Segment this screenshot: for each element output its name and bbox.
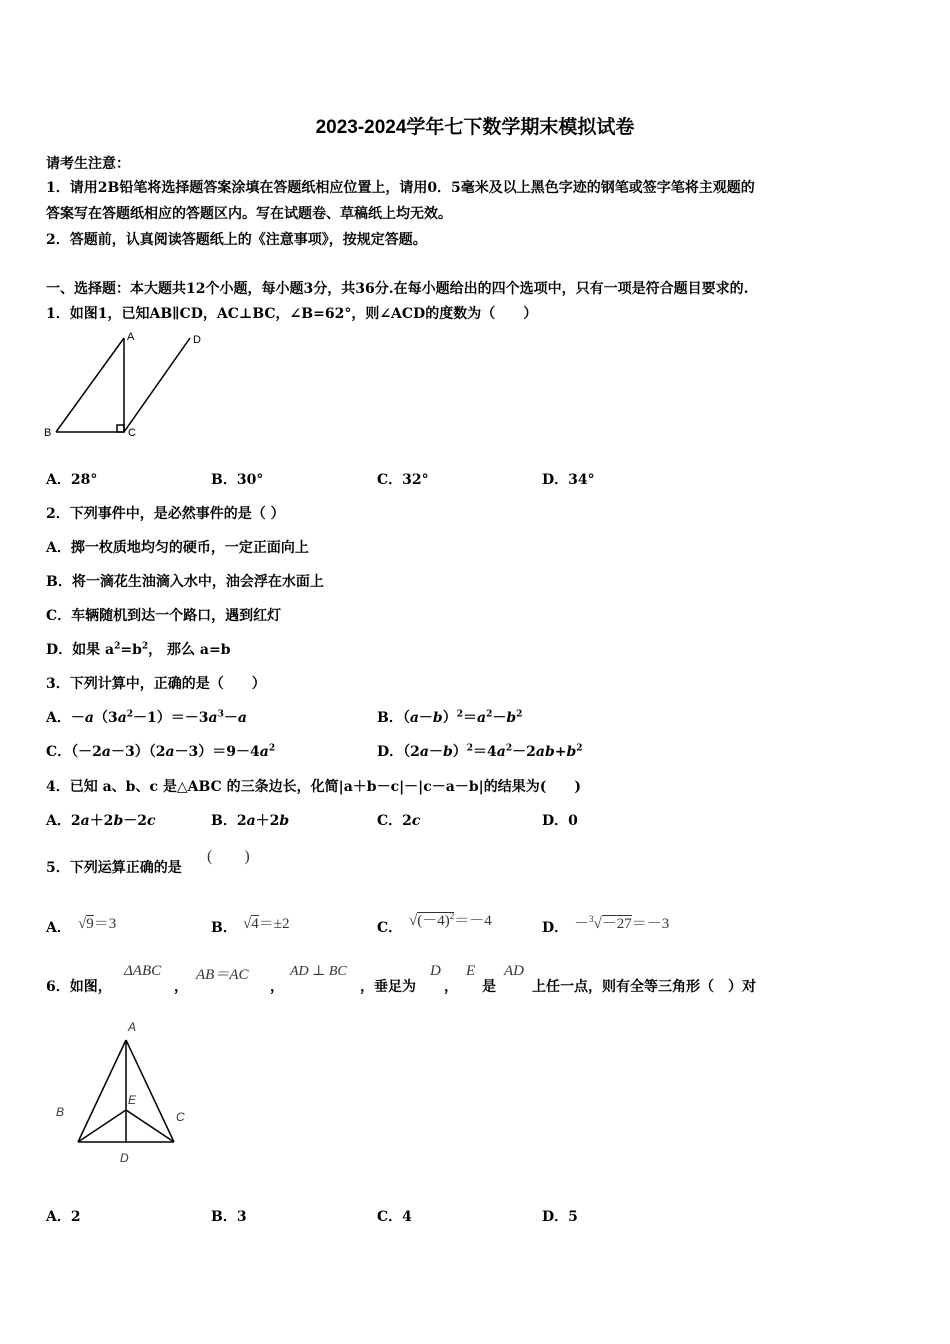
q2-stem: 2．下列事件中，是必然事件的是（ ） [46, 506, 285, 522]
q3-option-b: B．$(a-b)^2=a^2-b^2$ [377, 709, 523, 726]
q5-option-c-label: C． [377, 920, 403, 936]
q1-option-c: C．32° [377, 472, 429, 488]
notice-heading: 请考生注意： [46, 156, 130, 172]
section-heading: 一、选择题：本大题共12个小题，每小题3分，共36分.在每小题给出的四个选项中，只有一项是符合题目要求的. [46, 281, 749, 297]
q5-option-c-expr: $√(-4)^2=-4$ [409, 911, 492, 929]
q5-option-a-expr: √9＝3 [78, 916, 117, 932]
q5-stem: 5．下列运算正确的是 [46, 860, 182, 876]
q6-option-a: A．2 [46, 1209, 81, 1225]
q5-option-b-label: B． [211, 920, 237, 936]
q2-option-b: B．将一滴花生油滴入水中，油会浮在水面上 [46, 574, 324, 590]
q5-option-d-expr: －$^3$√－27＝－3 [574, 914, 670, 932]
q2-option-c: C．车辆随机到达一个路口，遇到红灯 [46, 608, 282, 624]
q1-label-A: A [127, 331, 135, 343]
q5-option-b-expr: √4＝±2 [243, 916, 290, 932]
q4-option-a: A．2a＋2b－2c [46, 813, 156, 829]
q1-label-C: C [128, 427, 136, 439]
q5-option-a-label: A． [46, 920, 71, 936]
q2-option-d: D．如果 $a^2=b^2$， 那么 a=b [46, 641, 231, 658]
q1-stem: 1．如图1，已知AB∥CD，AC⊥BC，∠B=62°，则∠ACD的度数为（ ） [46, 306, 538, 322]
q1-figure [40, 330, 215, 442]
q6-label-D: D [120, 1151, 129, 1165]
q6-label-A: A [128, 1020, 137, 1034]
q1-option-b: B．30° [211, 472, 264, 488]
q4-option-c: C．2c [377, 813, 421, 829]
q3-option-c: C．$(-2a-3)(2a-3)=9-4a^2$ [46, 743, 276, 760]
q1-label-B: B [44, 427, 52, 439]
q3-option-a: A．$-a(3a^2-1)=-3a^3-a$ [46, 709, 247, 726]
notice-line-1a: 1．请用2B铅笔将选择题答案涂填在答题纸相应位置上，请用0．5毫米及以上黑色字迹的钢笔或签字笔将主观题的 [46, 180, 755, 196]
q5-paren: ( ) [207, 848, 250, 865]
q6-label-E: E [128, 1093, 137, 1107]
q6-option-c: C．4 [377, 1209, 412, 1225]
q4-option-b: B．2a＋2b [211, 813, 290, 829]
q4-stem: 4．已知 a、b、c 是△ABC 的三条边长，化简|a＋b－c|－|c－a－b|的结果为( ) [46, 779, 581, 795]
q1-label-D: D [193, 334, 201, 346]
q6-option-d: D．5 [542, 1209, 578, 1225]
q5-option-d-label: D． [542, 920, 569, 936]
notice-line-2: 2．答题前，认真阅读答题纸上的《注意事项》，按规定答题。 [46, 232, 427, 248]
q4-option-d: D．0 [542, 813, 578, 829]
q6-label-B: B [56, 1105, 65, 1119]
q6-figure [48, 1016, 198, 1168]
q6-label-C: C [176, 1110, 185, 1124]
q3-stem: 3．下列计算中，正确的是（ ） [46, 676, 266, 692]
q1-option-a: A．28° [46, 472, 98, 488]
notice-line-1b: 答案写在答题纸相应的答题区内。写在试题卷、草稿纸上均无效。 [46, 206, 452, 222]
q3-option-d: D．$(2a-b)^2=4a^2-2ab+b^2$ [377, 743, 583, 760]
q2-option-a: A．掷一枚质地均匀的硬币，一定正面向上 [46, 540, 309, 556]
page-title: 2023-2024学年七下数学期末模拟试卷 [315, 117, 635, 138]
q1-option-d: D．34° [542, 472, 595, 488]
q6-option-b: B．3 [211, 1209, 247, 1225]
